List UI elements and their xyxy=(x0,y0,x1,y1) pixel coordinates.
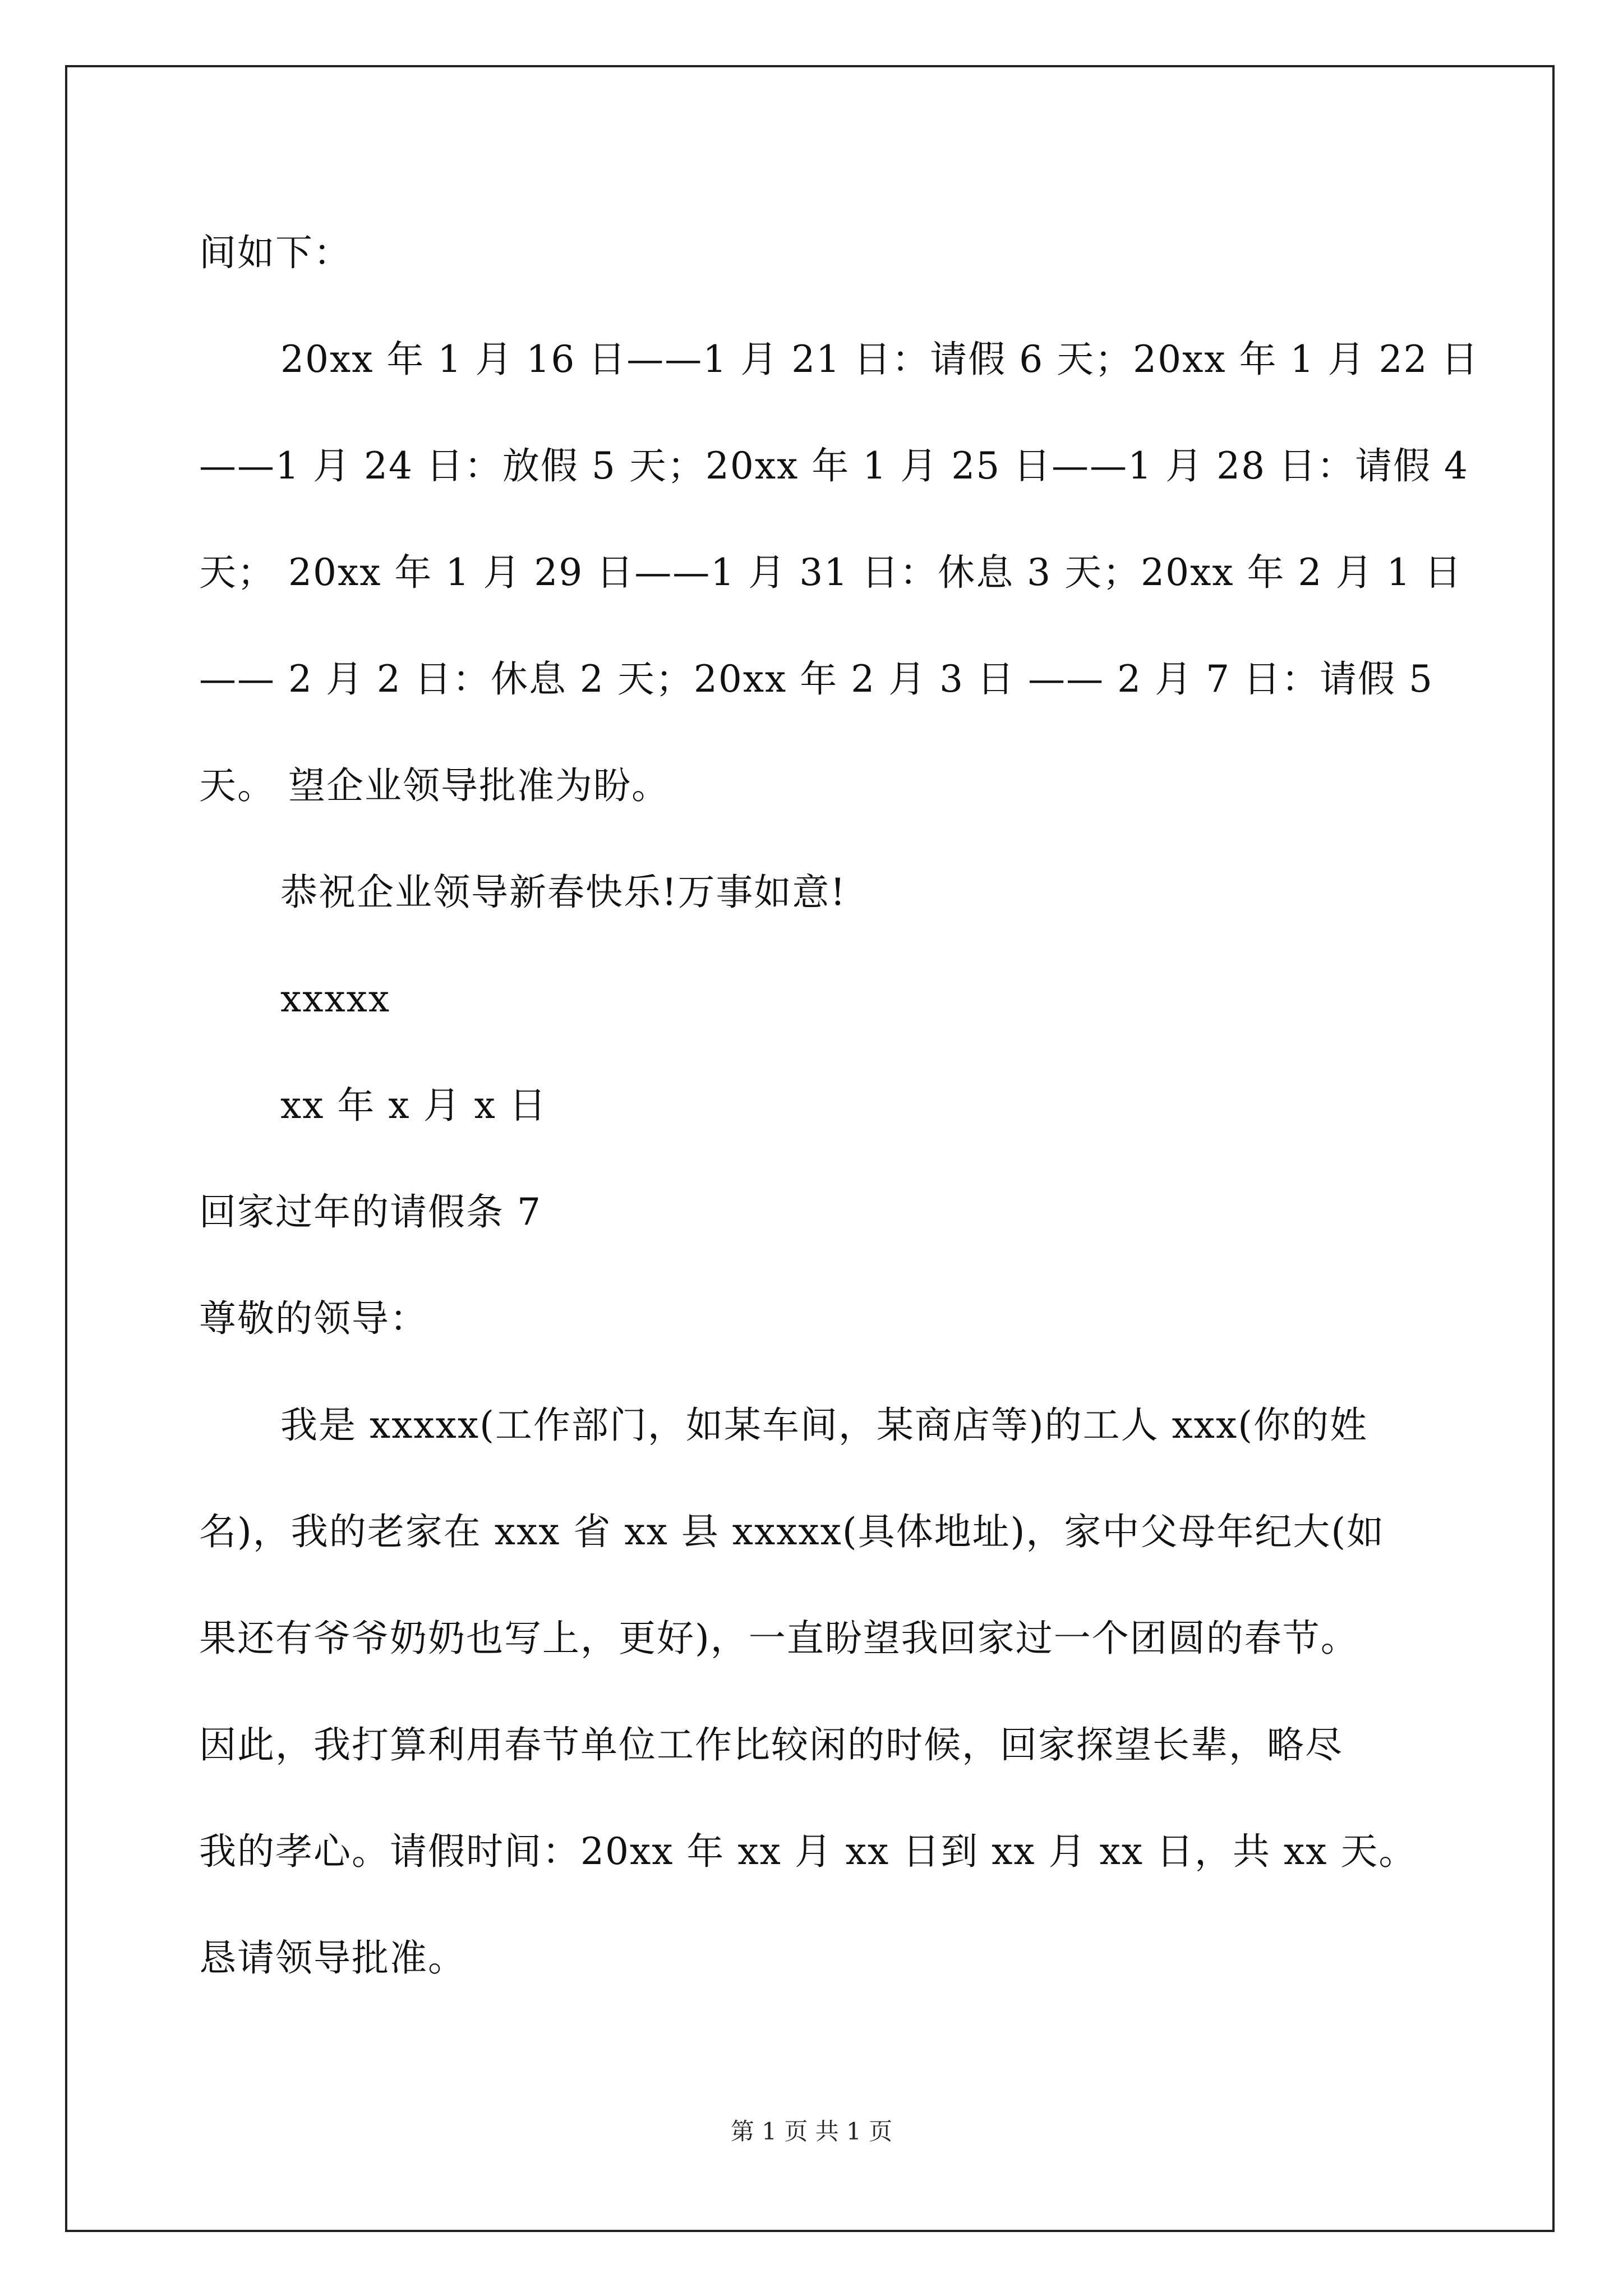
text-line: 果还有爷爷奶奶也写上，更好)，一直盼望我回家过一个团圆的春节。 xyxy=(199,1617,1359,1660)
signature-date: xx 年 x 月 x 日 xyxy=(280,1084,547,1127)
text-line: 名)，我的老家在 xxx 省 xx 县 xxxxx(具体地址)，家中父母年纪大(如 xyxy=(199,1510,1385,1553)
text-line: 因此，我打算利用春节单位工作比较闲的时候，回家探望长辈，略尽 xyxy=(199,1723,1343,1766)
page-border xyxy=(65,65,1555,2232)
text-line: 天。 望企业领导批准为盼。 xyxy=(199,764,670,807)
text-line: 天； 20xx 年 1 月 29 日——1 月 31 日：休息 3 天；20xx 年 2 月 1 日 xyxy=(199,551,1463,594)
text-line: —— 2 月 2 日：休息 2 天；20xx 年 2 月 3 日 —— 2 月 7 日：请假 5 xyxy=(199,657,1434,701)
text-line: 我是 xxxxx(工作部门，如某车间，某商店等)的工人 xxx(你的姓 xyxy=(280,1404,1368,1447)
text-line: ——1 月 24 日：放假 5 天；20xx 年 1 月 25 日——1 月 28 日：请假 4 xyxy=(199,444,1469,487)
text-line: 我的孝心。请假时间：20xx 年 xx 月 xx 日到 xx 月 xx 日，共 xx 天。 xyxy=(199,1830,1417,1873)
text-line: 间如下： xyxy=(199,231,352,274)
text-line: 20xx 年 1 月 16 日——1 月 21 日：请假 6 天；20xx 年 1 月 22 日 xyxy=(280,338,1479,381)
text-line: 恳请领导批准。 xyxy=(199,1936,466,1980)
signature-name: xxxxx xyxy=(280,977,391,1020)
salutation: 尊敬的领导： xyxy=(199,1297,428,1340)
section-title: 回家过年的请假条 7 xyxy=(199,1190,542,1234)
page-footer: 第 1 页 共 1 页 xyxy=(730,2118,893,2145)
text-line: 恭祝企业领导新春快乐!万事如意! xyxy=(280,871,847,914)
